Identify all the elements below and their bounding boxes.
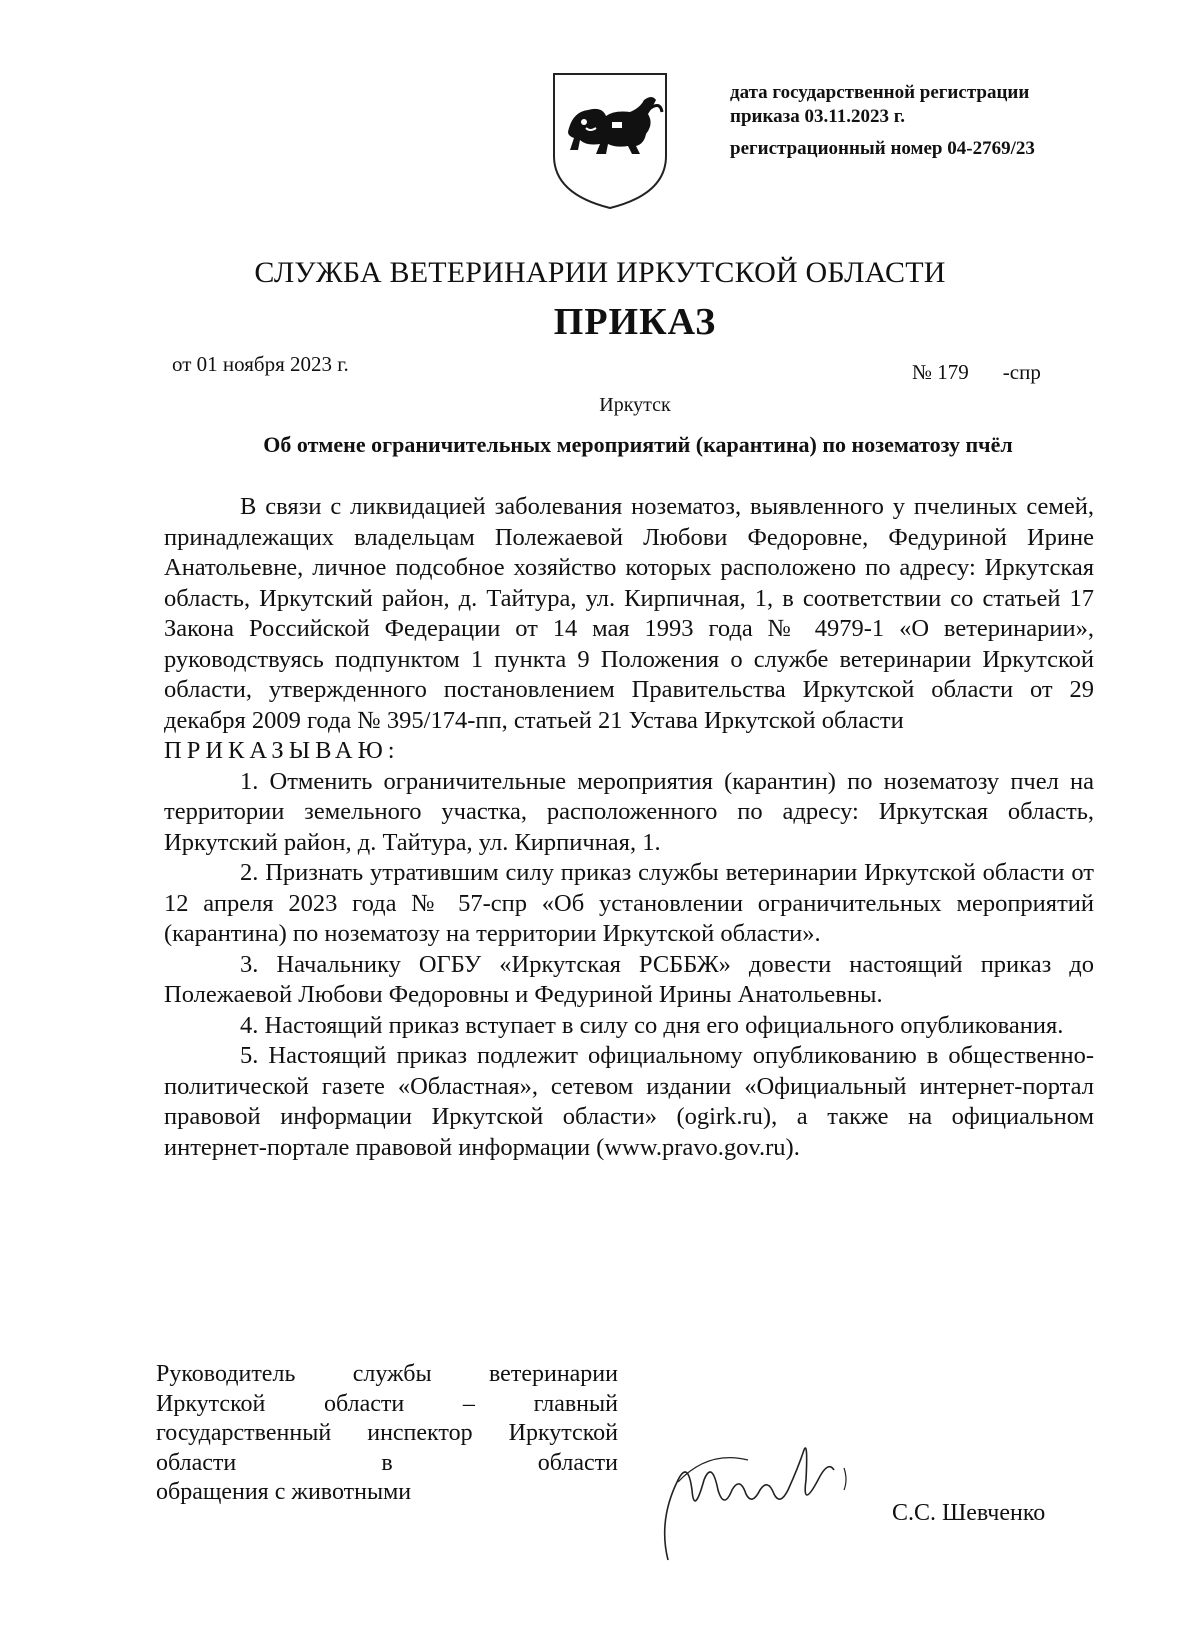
document-type: ПРИКАЗ <box>553 301 717 343</box>
order-number-value: № 179 <box>912 360 969 384</box>
order-body <box>164 492 1094 1163</box>
coat-of-arms-icon <box>548 70 672 212</box>
signer-name: С.С. Шевченко <box>892 1500 1046 1526</box>
order-subject: Об отмене ограничительных мероприятий (карантина) по нозематозу пчёл <box>263 432 1013 457</box>
order-number <box>912 360 1041 385</box>
city: Иркутск <box>599 394 671 416</box>
handwritten-signature <box>648 1420 888 1570</box>
order-item-1: 1. Отменить ограничительные мероприятия (карантин) по нозематозу пчел на территории земельного участка, расположенного по адресу: Иркутская область, Иркутский район, д. Тайтура, ул. Кирпичная, 1. <box>164 767 1094 856</box>
registration-date-line1: дата государственной регистрации <box>730 82 1030 103</box>
signatory-title-last: обращения с животными <box>156 1479 412 1505</box>
order-number-suffix: -спр <box>1002 360 1041 384</box>
order-item-2: 2. Признать утратившим силу приказ службы ветеринарии Иркутской области от 12 апреля 2023 года № 57-спр «Об установлении ограничительных мероприятий (карантина) по нозематозу на территории Иркутской области». <box>164 859 1094 947</box>
preamble: В связи с ликвидацией заболевания нозематоз, выявленного у пчелиных семей, принадлежащих владельцам Полежаевой Любови Федоровне, Федуриной Ирине Анатольевне, личное подсобное хозяйство которых расположено по адресу: Иркутская область, Иркутский район, д. Тайтура, ул. Кирпичная, 1, в соответствии со статьей 17 Закона Российской Федерации от 14 мая 1993 года № 4979-1 «О ветеринарии», руководствуясь подпунктом 1 пункта 9 Положения о службе ветеринарии Иркутской области, утвержденного постановлением Правительства Иркутской области от 29 декабря 2009 года № 395/174-пп, статьей 21 Устава Иркутской области <box>164 493 1094 734</box>
order-item-5: 5. Настоящий приказ подлежит официальному опубликованию в общественно-политической газете «Областная», сетевом издании «Официальный интернет-портал правовой информации Иркутской области» (ogirk.ru), а также на официальном интернет-портале правовой информации (www.pravo.gov.ru). <box>164 1042 1094 1161</box>
signatory-title-text: Руководитель службы ветеринарии Иркутской области – главный государственный инспектор Иркутской области в области <box>156 1361 618 1476</box>
order-word: ПРИКАЗЫВАЮ: <box>164 737 400 764</box>
order-date: от 01 ноября 2023 г. <box>172 352 349 376</box>
order-item-4: 4. Настоящий приказ вступает в силу со дня его официального опубликования. <box>240 1011 1064 1039</box>
agency-name: СЛУЖБА ВЕТЕРИНАРИИ ИРКУТСКОЙ ОБЛАСТИ <box>254 256 946 289</box>
signatory-title <box>156 1360 618 1508</box>
registration-number: регистрационный номер 04-2769/23 <box>730 138 1035 159</box>
order-item-3: 3. Начальнику ОГБУ «Иркутская РСББЖ» довести настоящий приказ до Полежаевой Любови Федоровны и Федуриной Ирины Анатольевны. <box>164 950 1094 1008</box>
registration-date-line2: приказа 03.11.2023 г. <box>730 106 905 127</box>
